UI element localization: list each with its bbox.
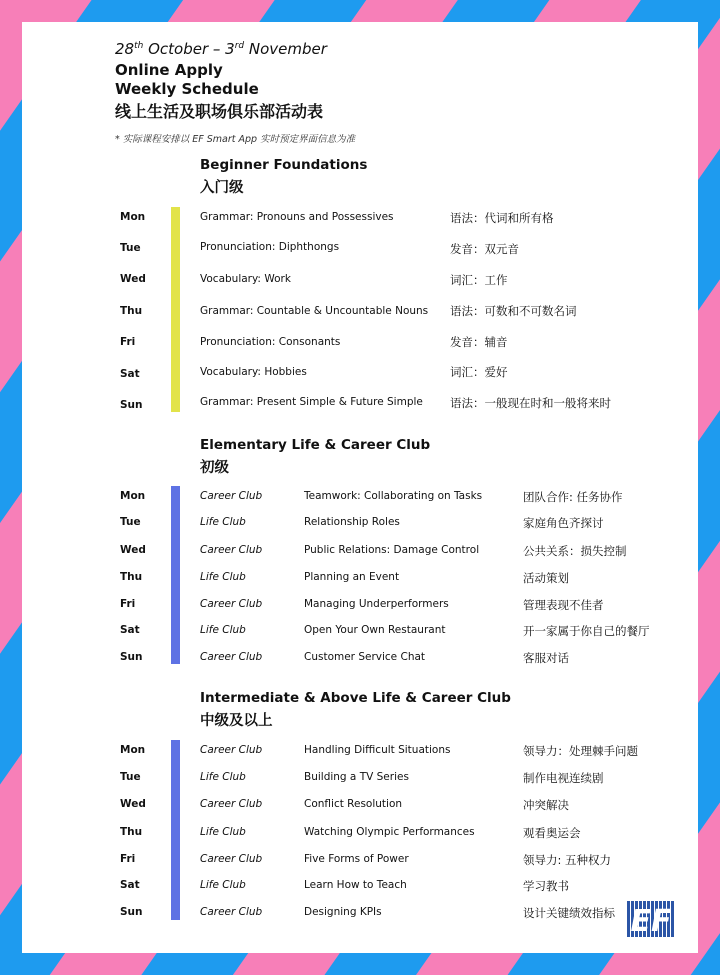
day-label: Tue: [120, 771, 141, 783]
club-label: Career Club: [200, 490, 263, 502]
topic-zh: 活动策划: [523, 571, 569, 585]
club-label: Career Club: [200, 544, 263, 556]
topic-label: Planning an Event: [304, 571, 400, 583]
day-label: Mon: [120, 490, 146, 502]
topic-label: Relationship Roles: [304, 516, 400, 528]
topic-label: Open Your Own Restaurant: [304, 624, 446, 636]
day-label: Thu: [120, 571, 143, 583]
day-label: Wed: [120, 544, 146, 556]
topic-label: Pronunciation: Consonants: [200, 336, 341, 348]
svg-text:EF: EF: [630, 904, 672, 939]
day-label: Sat: [120, 624, 140, 636]
level-bar-elementary: [171, 486, 180, 664]
club-label: Career Club: [200, 906, 263, 918]
topic-label: Learn How to Teach: [304, 879, 407, 891]
topic-label: Vocabulary: Work: [200, 273, 291, 285]
day-label: Sat: [120, 368, 140, 380]
club-label: Life Club: [200, 771, 246, 783]
day-label: Wed: [120, 273, 146, 285]
topic-label: Teamwork: Collaborating on Tasks: [304, 490, 483, 502]
day-label: Fri: [120, 336, 136, 348]
topic-zh: 开一家属于你自己的餐厅: [523, 624, 650, 638]
section-title-intermediate-zh: 中级及以上: [200, 713, 273, 729]
day-label: Tue: [120, 516, 141, 528]
day-label: Thu: [120, 305, 143, 317]
day-label: Tue: [120, 242, 141, 254]
club-label: Career Club: [200, 853, 263, 865]
topic-zh: 语法：一般现在时和一般将来时: [450, 396, 611, 410]
topic-zh: 家庭角色齐探讨: [523, 516, 604, 530]
topic-label: Designing KPIs: [304, 906, 382, 918]
section-title-intermediate: Intermediate & Above Life & Career Club: [200, 690, 511, 706]
day-label: Sat: [120, 879, 140, 891]
day-label: Wed: [120, 798, 146, 810]
day-label: Fri: [120, 598, 136, 610]
day-label: Sun: [120, 651, 143, 663]
topic-label: Grammar: Countable & Uncountable Nouns: [200, 305, 429, 317]
ef-logo: [627, 898, 675, 940]
day-label: Mon: [120, 211, 146, 223]
topic-label: Pronunciation: Diphthongs: [200, 241, 340, 253]
topic-label: Grammar: Pronouns and Possessives: [200, 211, 394, 223]
topic-zh: 团队合作: 任务协作: [523, 490, 623, 504]
topic-zh: 发音：辅音: [450, 335, 508, 349]
schedule-note: * 实际课程安排以 EF Smart App 实时预定界面信息为准: [115, 134, 356, 145]
club-label: Life Club: [200, 516, 246, 528]
topic-zh: 词汇：爱好: [450, 365, 508, 379]
club-label: Life Club: [200, 826, 246, 838]
topic-zh: 词汇：工作: [450, 273, 508, 287]
club-label: Life Club: [200, 624, 246, 636]
date-range: 28th October – 3rd November: [115, 40, 327, 58]
section-title-elementary: Elementary Life & Career Club: [200, 437, 431, 453]
club-label: Career Club: [200, 744, 263, 756]
club-label: Life Club: [200, 571, 246, 583]
topic-zh: 发音：双元音: [450, 242, 519, 256]
club-label: Career Club: [200, 798, 263, 810]
topic-zh: 语法：可数和不可数名词: [450, 304, 577, 318]
title-weekly-schedule: Weekly Schedule: [115, 80, 259, 98]
day-label: Mon: [120, 744, 146, 756]
topic-zh: 领导力：处理棘手问题: [523, 744, 638, 758]
topic-label: Vocabulary: Hobbies: [200, 366, 307, 378]
club-label: Career Club: [200, 651, 263, 663]
topic-zh: 客服对话: [523, 651, 569, 665]
section-title-beginner-zh: 入门级: [200, 180, 244, 196]
section-title-beginner: Beginner Foundations: [200, 157, 368, 173]
club-label: Life Club: [200, 879, 246, 891]
day-label: Sun: [120, 399, 143, 411]
title-chinese: 线上生活及职场俱乐部活动表: [115, 102, 324, 121]
topic-zh: 制作电视连续剧: [523, 771, 604, 785]
topic-label: Building a TV Series: [304, 771, 409, 783]
topic-zh: 管理表现不佳者: [523, 598, 604, 612]
level-bar-beginner: [171, 207, 180, 412]
topic-label: Conflict Resolution: [304, 798, 403, 810]
topic-label: Public Relations: Damage Control: [304, 544, 480, 556]
topic-zh: 领导力: 五种权力: [523, 853, 612, 867]
level-bar-intermediate: [171, 740, 180, 920]
topic-label: Customer Service Chat: [304, 651, 426, 663]
topic-label: Grammar: Present Simple & Future Simple: [200, 396, 423, 408]
day-label: Fri: [120, 853, 136, 865]
day-label: Sun: [120, 906, 143, 918]
title-online-apply: Online Apply: [115, 61, 223, 79]
topic-label: Handling Difficult Situations: [304, 744, 451, 756]
section-title-elementary-zh: 初级: [200, 460, 229, 476]
topic-label: Watching Olympic Performances: [304, 826, 475, 838]
topic-label: Managing Underperformers: [304, 598, 449, 610]
day-label: Thu: [120, 826, 143, 838]
topic-zh: 观看奥运会: [523, 826, 581, 840]
club-label: Career Club: [200, 598, 263, 610]
topic-zh: 冲突解决: [523, 798, 569, 812]
topic-zh: 设计关键绩效指标: [523, 906, 615, 920]
topic-zh: 语法：代词和所有格: [450, 211, 554, 225]
topic-zh: 学习教书: [523, 879, 569, 893]
topic-zh: 公共关系：损失控制: [523, 544, 627, 558]
topic-label: Five Forms of Power: [304, 853, 409, 865]
